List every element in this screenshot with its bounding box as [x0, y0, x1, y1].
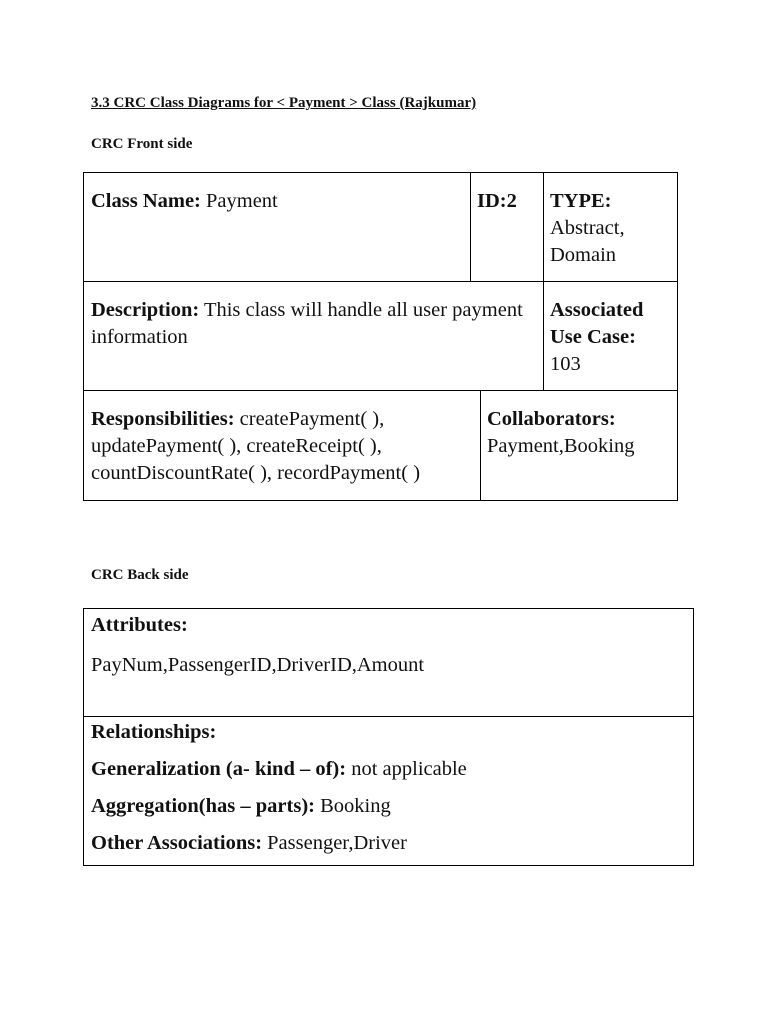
- other-associations-row: [91, 830, 686, 857]
- class-name-value: Payment: [206, 190, 278, 212]
- type-line-2: Domain: [550, 244, 617, 266]
- responsibility-line-3: countDiscountRate( ), recordPayment( ): [91, 462, 421, 484]
- type-cell: [543, 173, 677, 269]
- crc-front-card: [83, 172, 678, 501]
- responsibility-line-2: updatePayment( ), createReceipt( ),: [91, 435, 382, 457]
- aggregation-row: [91, 793, 686, 820]
- description-label: Description:: [91, 299, 200, 321]
- use-case-label-1: Associated: [550, 299, 644, 321]
- class-id: ID:2: [477, 190, 517, 212]
- description-value: This class will handle all user payment information: [91, 299, 523, 348]
- generalization-row: [91, 756, 686, 783]
- attributes-label: Attributes:: [91, 614, 188, 636]
- type-line-1: Abstract,: [550, 217, 625, 239]
- crc-back-card: [83, 608, 694, 866]
- crc-back-label: CRC Back side: [91, 567, 189, 583]
- type-label: TYPE:: [550, 190, 612, 212]
- generalization-value: not applicable: [351, 758, 467, 780]
- aggregation-value: Booking: [320, 795, 391, 817]
- responsibility-line-1: createPayment( ),: [239, 408, 385, 430]
- use-case-value: 103: [550, 353, 581, 375]
- attributes-cell: [84, 609, 693, 679]
- attributes-value: PayNum,PassengerID,DriverID,Amount: [91, 654, 425, 676]
- use-case-cell: [543, 281, 677, 378]
- class-name-cell: [84, 173, 470, 215]
- other-associations-value: Passenger,Driver: [267, 832, 407, 854]
- id-cell: [470, 173, 543, 215]
- collaborators-cell: [480, 390, 677, 460]
- responsibilities-cell: [84, 390, 480, 487]
- relationships-cell: [84, 716, 693, 857]
- collaborators-value: Payment,Booking: [487, 435, 635, 457]
- other-associations-label: Other Associations:: [91, 832, 263, 854]
- collaborators-label: Collaborators:: [487, 408, 616, 430]
- aggregation-label: Aggregation(has – parts):: [91, 795, 315, 817]
- generalization-label: Generalization (a- kind – of):: [91, 758, 347, 780]
- responsibilities-label: Responsibilities:: [91, 408, 235, 430]
- relationships-label: Relationships:: [91, 721, 217, 743]
- crc-front-label: CRC Front side: [91, 136, 193, 152]
- description-cell: [84, 281, 543, 351]
- use-case-label-2: Use Case:: [550, 326, 636, 348]
- section-heading: 3.3 CRC Class Diagrams for < Payment > Class (Rajkumar): [91, 95, 477, 111]
- class-name-label: Class Name:: [91, 190, 201, 212]
